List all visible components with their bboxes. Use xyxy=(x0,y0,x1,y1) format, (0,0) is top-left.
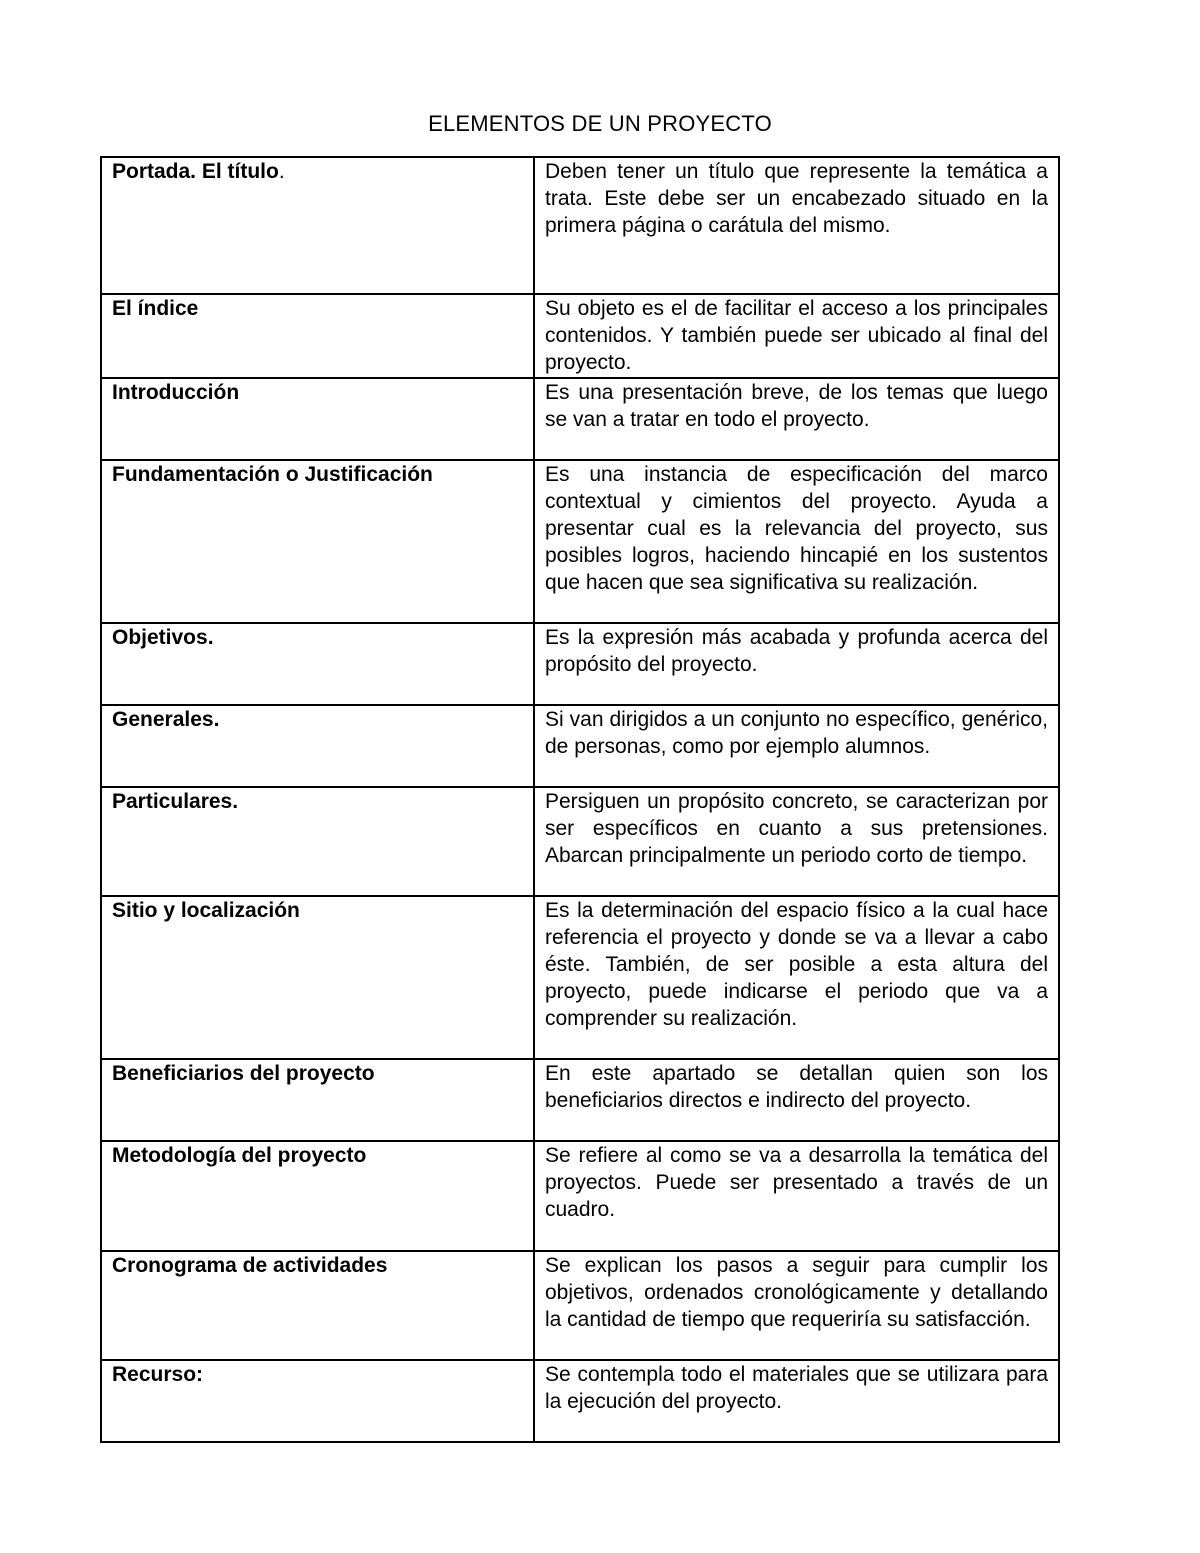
elements-table xyxy=(100,156,1060,1443)
row-label: Generales. xyxy=(101,705,534,787)
row-label-suffix: . xyxy=(278,160,285,183)
row-label: Fundamentación o Justificación xyxy=(101,460,534,623)
table-row xyxy=(101,157,1059,294)
row-description: Persiguen un propósito concreto, se caracterizan por ser específicos en cuanto a sus pretensiones. Abarcan principalmente un periodo corto de tiempo. xyxy=(534,787,1059,896)
row-label: Cronograma de actividades xyxy=(101,1251,534,1360)
row-description: Se contempla todo el materiales que se utilizara para la ejecución del proyecto. xyxy=(534,1360,1059,1442)
row-label: El índice xyxy=(101,294,534,378)
table-row xyxy=(101,1360,1059,1442)
table-row xyxy=(101,1251,1059,1360)
document-title: ELEMENTOS DE UN PROYECTO xyxy=(428,111,772,136)
row-description: Es la expresión más acabada y profunda acerca del propósito del proyecto. xyxy=(534,623,1059,705)
row-label: Introducción xyxy=(101,378,534,460)
row-description: En este apartado se detallan quien son los beneficiarios directos e indirecto del proyecto. xyxy=(534,1059,1059,1141)
table-row xyxy=(101,294,1059,378)
row-label: Objetivos. xyxy=(101,623,534,705)
table-row xyxy=(101,623,1059,705)
table-row xyxy=(101,787,1059,896)
table-row xyxy=(101,896,1059,1059)
table-row xyxy=(101,1059,1059,1141)
row-description: Es una instancia de especificación del marco contextual y cimientos del proyecto. Ayuda a presentar cual es la relevancia del proyecto, sus posibles logros, haciendo hincapié en los sustentos que hacen que sea significativa su realización. xyxy=(534,460,1059,623)
row-description: Deben tener un título que represente la temática a trata. Este debe ser un encabezado situado en la primera página o carátula del mismo. xyxy=(534,157,1059,294)
table-row xyxy=(101,460,1059,623)
row-label: Particulares. xyxy=(101,787,534,896)
row-label: Beneficiarios del proyecto xyxy=(101,1059,534,1141)
table-row xyxy=(101,378,1059,460)
row-label-cell xyxy=(101,157,534,294)
row-label: Recurso: xyxy=(101,1360,534,1442)
row-label: Portada. El título xyxy=(112,160,279,183)
row-label: Sitio y localización xyxy=(101,896,534,1059)
row-description: Se explican los pasos a seguir para cumplir los objetivos, ordenados cronológicamente y detallando la cantidad de tiempo que requeriría su satisfacción. xyxy=(534,1251,1059,1360)
row-description: Es una presentación breve, de los temas que luego se van a tratar en todo el proyecto. xyxy=(534,378,1059,460)
table-row xyxy=(101,1141,1059,1251)
row-label: Metodología del proyecto xyxy=(101,1141,534,1251)
row-description: Es la determinación del espacio físico a la cual hace referencia el proyecto y donde se va a llevar a cabo éste. También, de ser posible a esta altura del proyecto, puede indicarse el periodo que va a comprender su realización. xyxy=(534,896,1059,1059)
row-description: Si van dirigidos a un conjunto no específico, genérico, de personas, como por ejemplo alumnos. xyxy=(534,705,1059,787)
table-row xyxy=(101,705,1059,787)
row-description: Su objeto es el de facilitar el acceso a los principales contenidos. Y también puede ser ubicado al final del proyecto. xyxy=(534,294,1059,378)
row-description: Se refiere al como se va a desarrolla la temática del proyectos. Puede ser presentado a través de un cuadro. xyxy=(534,1141,1059,1251)
